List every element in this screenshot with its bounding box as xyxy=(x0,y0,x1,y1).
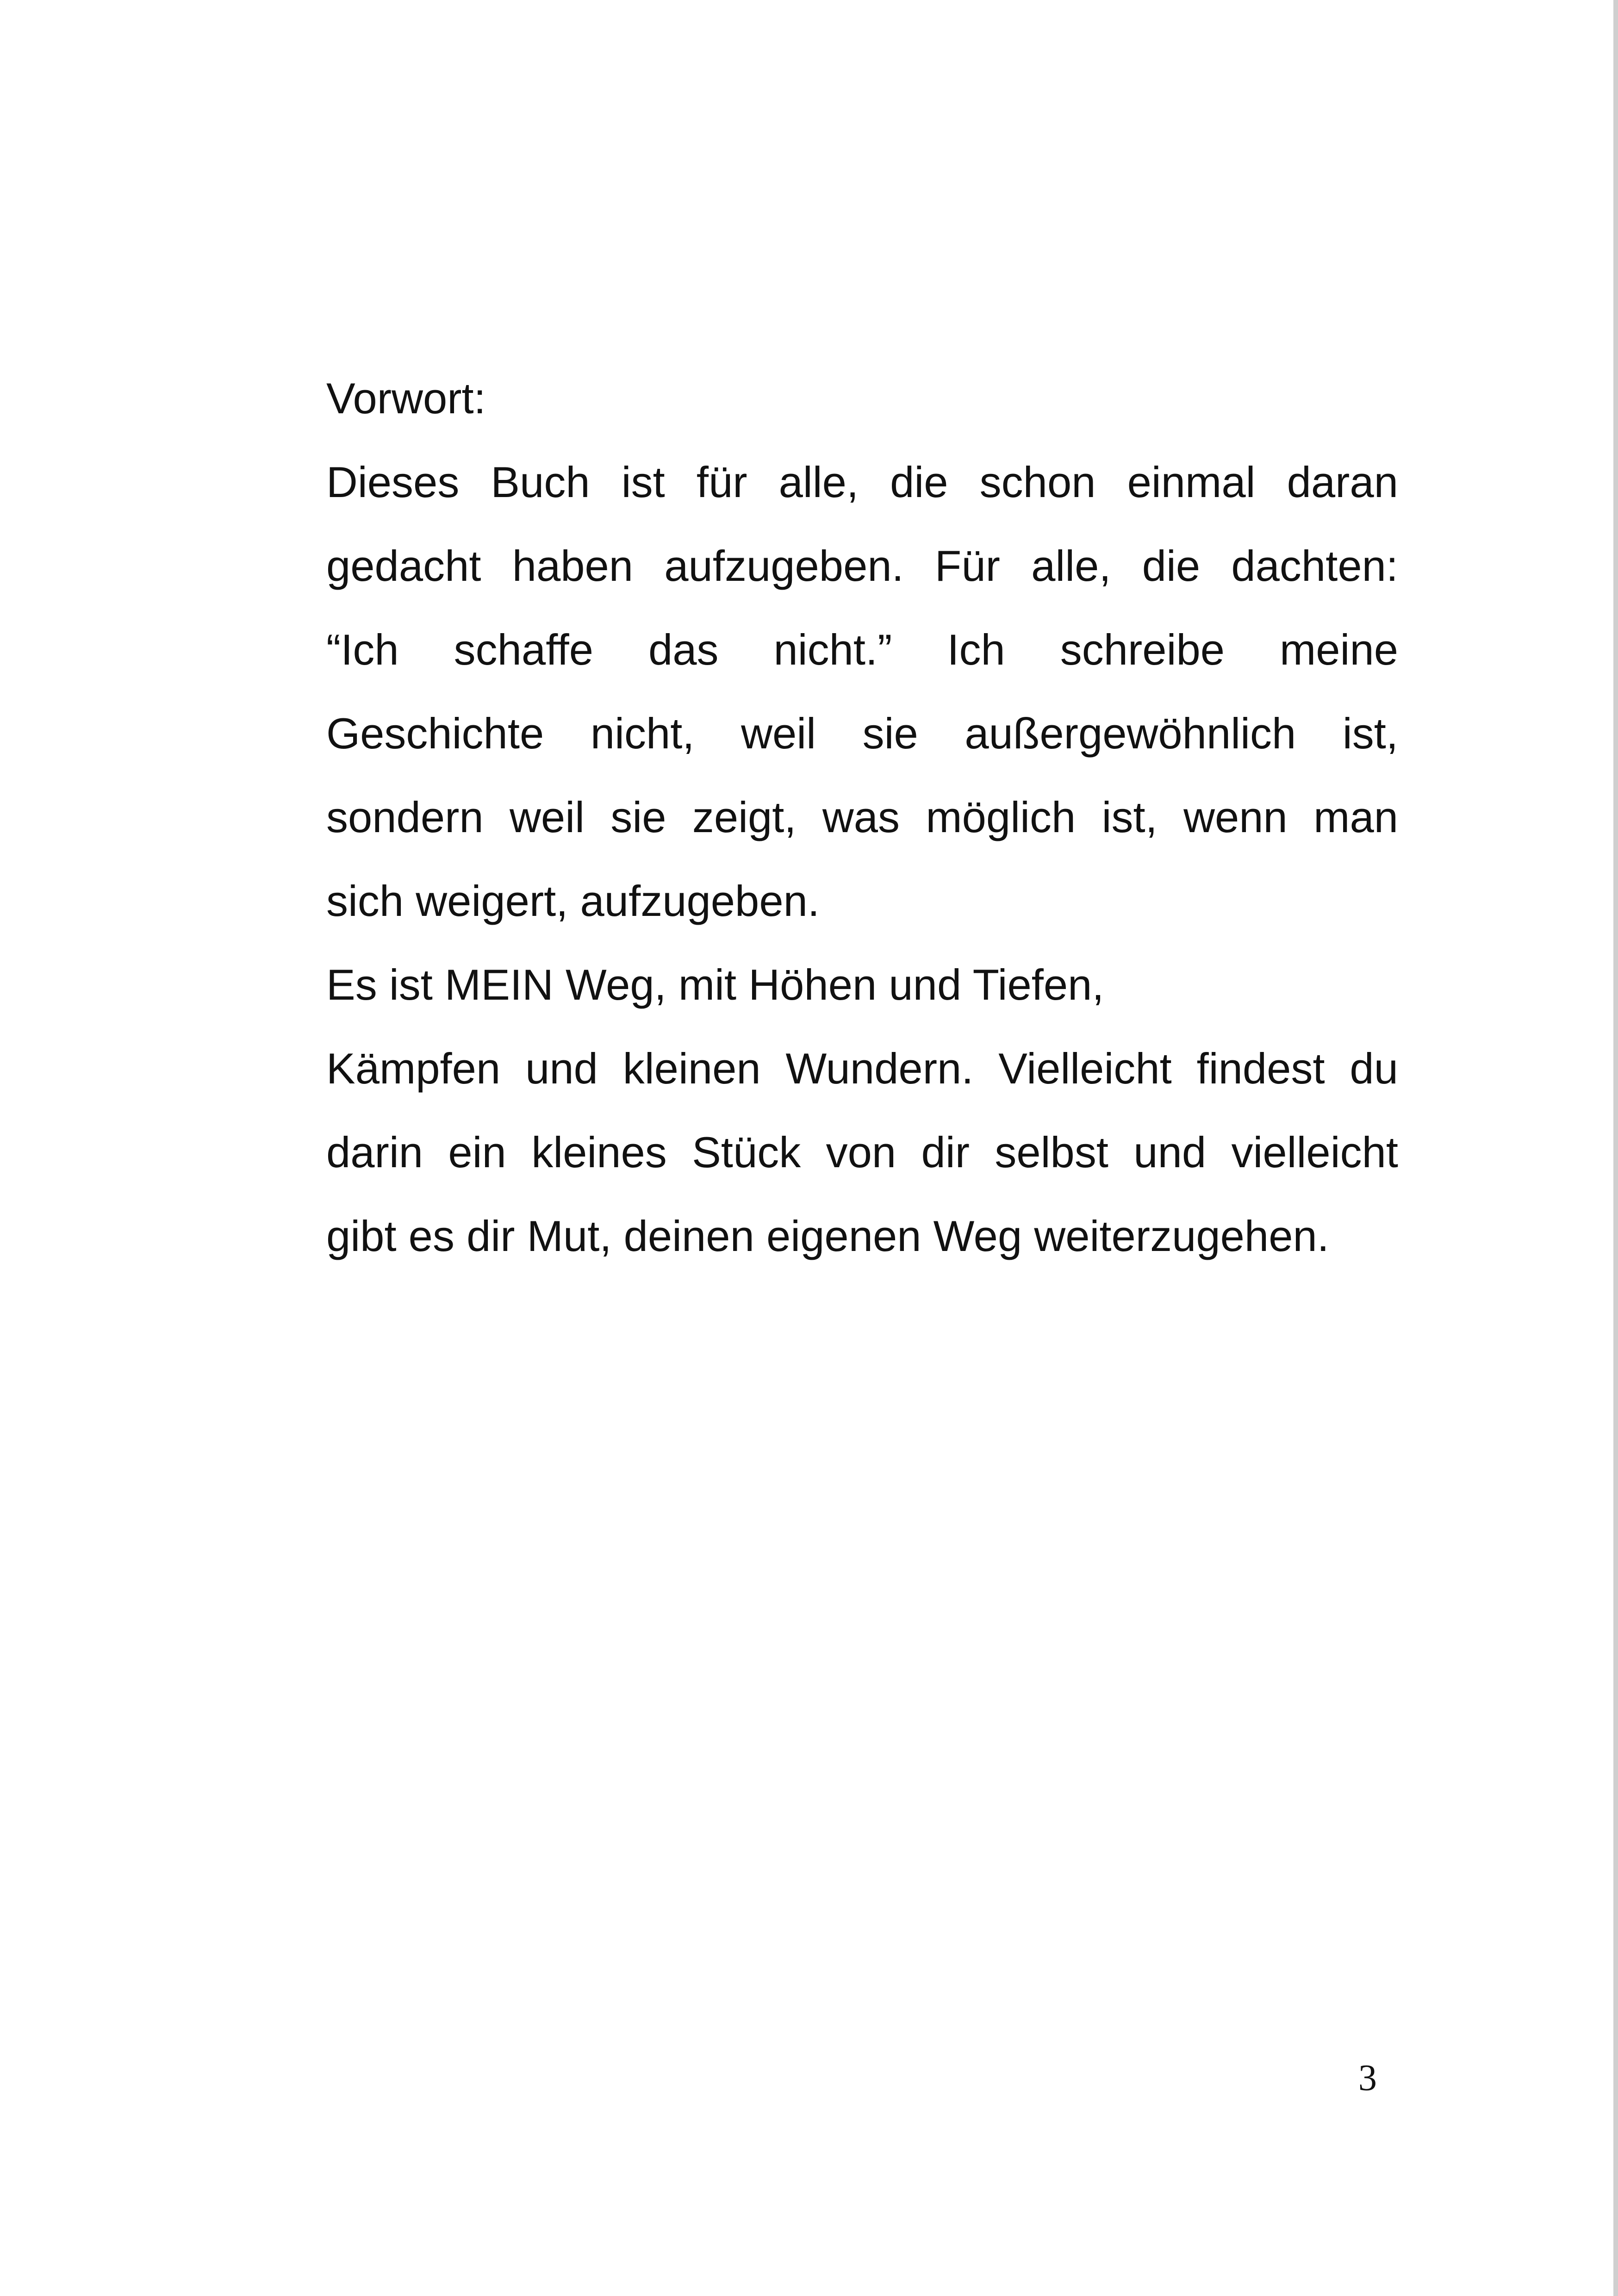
paragraph2-line: Kämpfen und kleinen Wundern. Vielleicht findest du xyxy=(326,1044,1398,1093)
paragraph2-line: gibt es dir Mut, deinen eigenen Weg weiterzugehen. xyxy=(326,1212,1329,1260)
foreword-heading: Vorwort: xyxy=(326,374,486,423)
paragraph1-line: sich weigert, aufzugeben. xyxy=(326,877,820,925)
paragraph2-line: darin ein kleines Stück von dir selbst und vielleicht xyxy=(326,1128,1398,1176)
foreword-text xyxy=(326,356,1398,1278)
paragraph1-line: “Ich schaffe das nicht.” Ich schreibe meine xyxy=(326,625,1398,674)
paragraph1-line: gedacht haben aufzugeben. Für alle, die dachten: xyxy=(326,541,1398,590)
page-edge-shadow xyxy=(1613,0,1618,2296)
paragraph1-line: sondern weil sie zeigt, was möglich ist, wenn man xyxy=(326,793,1398,841)
page-number: 3 xyxy=(1358,2058,1377,2098)
paragraph1-line: Geschichte nicht, weil sie außergewöhnlich ist, xyxy=(326,709,1398,758)
paragraph2-line: Es ist MEIN Weg, mit Höhen und Tiefen, xyxy=(326,960,1104,1009)
paragraph1-line: Dieses Buch ist für alle, die schon einmal daran xyxy=(326,458,1398,506)
